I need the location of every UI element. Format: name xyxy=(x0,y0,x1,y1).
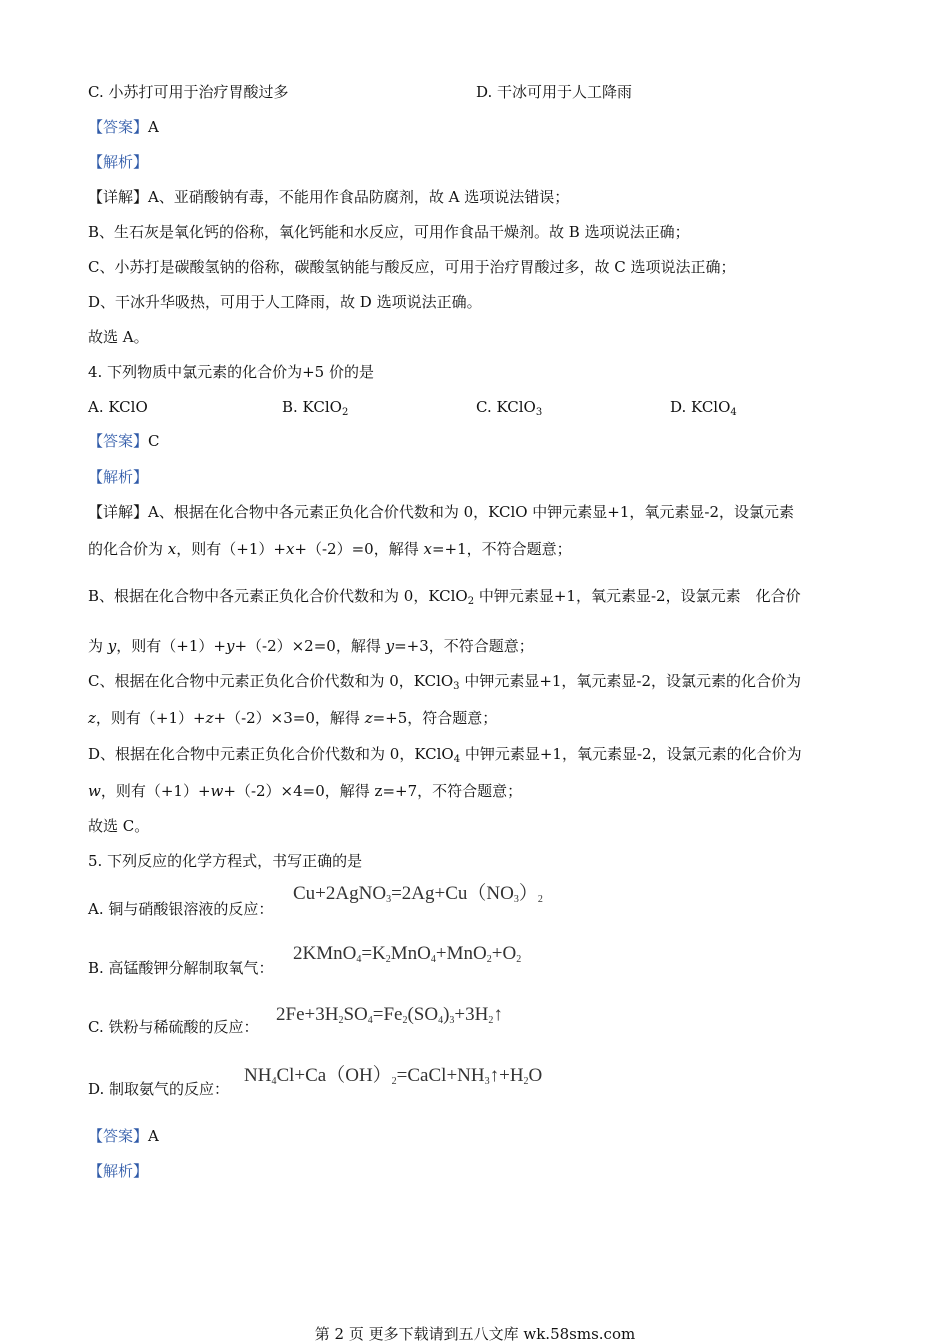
q3-answer xyxy=(88,117,159,137)
q4-detail-b-line2: 为 y，则有（+1）+y+（-2）×2=0，解得 y=+3，不符合题意； xyxy=(88,637,534,655)
q5-option-a-label: A. 铜与硝酸银溶液的反应： xyxy=(88,900,274,918)
q4-option-d: D. KClO$_4$ xyxy=(670,398,737,418)
q5-option-d-label: D. 制取氨气的反应： xyxy=(88,1080,230,1098)
detail-tag: 【详解】 xyxy=(88,188,149,206)
q4-detail-c-line1: C、根据在化合物中元素正负化合价代数和为 0，KClO$_3$ 中钾元素显+1，氧元素显-2，设氯元素的化合价为 xyxy=(88,672,802,692)
q4-detail-c-line2: z，则有（+1）+z+（-2）×3=0，解得 z=+5，符合题意； xyxy=(88,709,498,727)
q4-option-c: C. KClO$_3$ xyxy=(476,398,543,418)
q5-analysis-tag: 【解析】 xyxy=(88,1162,149,1180)
q4-option-b: B. KClO$_2$ xyxy=(282,398,349,418)
q4-stem: 4. 下列物质中氯元素的化合价为+5 价的是 xyxy=(88,363,374,381)
q4-detail-a-line2: 的化合价为 x，则有（+1）+x+（-2）=0，解得 x=+1，不符合题意； xyxy=(88,540,572,558)
q4-detail-a-line1: 【详解】A、根据在化合物中各元素正负化合价代数和为 0，KClO 中钾元素显+1，氧元素显-2，设氯元素 xyxy=(88,503,795,521)
q5-option-b-equation: $2KMnO_4=K_2MnO_4+MnO_2+O_2$ xyxy=(293,943,522,965)
q3-analysis-tag: 【解析】 xyxy=(88,153,149,171)
q4-conclusion: 故选 C。 xyxy=(88,817,150,835)
answer-value: A xyxy=(148,118,159,136)
q3-detail-d: D、干冰升华吸热，可用于人工降雨，故 D 选项说法正确。 xyxy=(88,293,482,311)
q5-answer xyxy=(88,1126,159,1146)
q3-detail-c: C、小苏打是碳酸氢钠的俗称，碳酸氢钠能与酸反应，可用于治疗胃酸过多，故 C 选项说法正确； xyxy=(88,258,736,276)
q5-option-c-label: C. 铁粉与稀硫酸的反应： xyxy=(88,1018,259,1036)
q4-analysis-tag: 【解析】 xyxy=(88,468,149,486)
q4-detail-d-line1: D、根据在化合物中元素正负化合价代数和为 0，KClO$_4$ 中钾元素显+1，氧元素显-2，设氯元素的化合价为 xyxy=(88,745,802,765)
q3-option-c: C. 小苏打可用于治疗胃酸过多 xyxy=(88,83,289,101)
answer-value: A xyxy=(148,1127,159,1145)
q5-option-d-equation: $NH_4Cl+Ca(OH)_2=CaCl+NH_3↑+H_2O$ xyxy=(244,1065,543,1087)
q3-detail-a xyxy=(88,187,569,207)
q3-conclusion: 故选 A。 xyxy=(88,328,149,346)
detail-text: A、亚硝酸钠有毒，不能用作食品防腐剂，故 A 选项说法错误； xyxy=(148,188,570,206)
q4-detail-b-line1: B、根据在化合物中各元素正负化合价代数和为 0，KClO$_2$ 中钾元素显+1，氧元素显-2，设氯元素 化合价 xyxy=(88,587,801,607)
q4-detail-d-line2: w，则有（+1）+w+（-2）×4=0，解得 z=+7，不符合题意； xyxy=(88,782,523,800)
answer-tag: 【答案】 xyxy=(88,118,149,136)
q4-option-a: A. KClO xyxy=(88,398,148,416)
answer-value: C xyxy=(148,432,160,450)
q5-option-c-equation: $2Fe+3H_2SO_4=Fe_2(SO_4)_3+3H_2↑$ xyxy=(276,1004,503,1026)
q5-stem: 5. 下列反应的化学方程式，书写正确的是 xyxy=(88,852,363,870)
page-footer: 第 2 页 更多下载请到五八文库 wk.58sms.com xyxy=(314,1325,636,1343)
answer-tag: 【答案】 xyxy=(88,1127,149,1145)
q4-answer xyxy=(88,431,160,451)
q3-detail-b: B、生石灰是氧化钙的俗称，氧化钙能和水反应，可用作食品干燥剂。故 B 选项说法正确； xyxy=(88,223,690,241)
q5-option-b-label: B. 高锰酸钾分解制取氧气： xyxy=(88,959,274,977)
answer-tag: 【答案】 xyxy=(88,432,149,450)
q3-option-d: D. 干冰可用于人工降雨 xyxy=(476,83,633,101)
q5-option-a-equation: $Cu+2AgNO_3=2Ag+Cu(NO_3)_2$ xyxy=(293,883,543,905)
